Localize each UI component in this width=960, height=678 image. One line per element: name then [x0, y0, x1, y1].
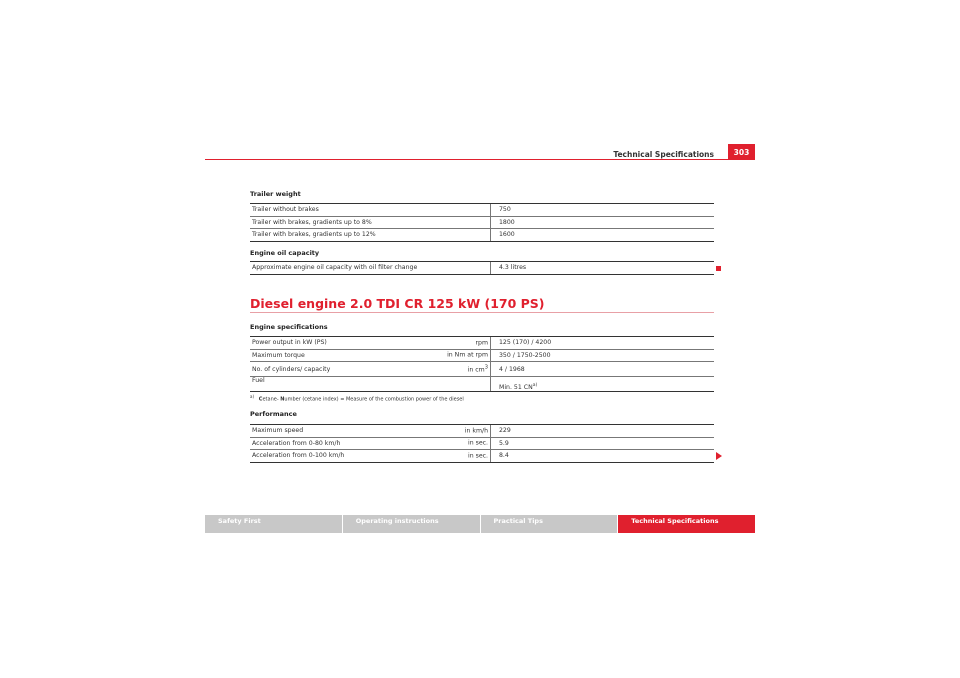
row-unit: in km/h	[464, 427, 488, 435]
page-number: 303	[728, 144, 755, 160]
table-row	[250, 437, 714, 450]
unit-text: in cm	[467, 366, 485, 374]
row-label	[250, 425, 491, 438]
engine-specs-heading: Engine specifications	[250, 323, 328, 331]
row-value: 8.4	[491, 450, 715, 463]
header-divider	[205, 159, 755, 160]
performance-heading: Performance	[250, 410, 297, 418]
row-label: Trailer without brakes	[250, 204, 491, 217]
footer-tab-technical-specifications[interactable]: Technical Specifications	[618, 515, 755, 533]
table-row	[250, 362, 714, 377]
row-label	[250, 437, 491, 450]
engine-specs-table	[250, 336, 714, 392]
section-title-rule	[250, 312, 714, 313]
row-label	[250, 349, 491, 362]
footnote	[250, 394, 464, 403]
row-value: 5.9	[491, 437, 715, 450]
row-label-text: Maximum torque	[252, 351, 305, 359]
row-label-text: Acceleration from 0-100 km/h	[252, 452, 345, 460]
table-row	[250, 229, 714, 242]
row-label: Fuel	[250, 377, 491, 392]
row-unit: in sec.	[467, 439, 488, 447]
engine-oil-table	[250, 261, 714, 275]
row-value-text: Min. 51 CN	[499, 384, 533, 391]
row-value: 125 (170) / 4200	[491, 337, 715, 350]
footnote-c: C	[258, 396, 263, 403]
row-unit: in sec.	[467, 452, 488, 460]
continue-arrow-icon	[716, 452, 722, 460]
table-row	[250, 349, 714, 362]
trailer-weight-table	[250, 203, 714, 242]
row-value: 229	[491, 425, 715, 438]
row-label: Approximate engine oil capacity with oil filter change	[250, 262, 491, 275]
row-value: 1600	[491, 229, 715, 242]
engine-oil-heading: Engine oil capacity	[250, 249, 320, 257]
section-title: Diesel engine 2.0 TDI CR 125 kW (170 PS)	[250, 296, 545, 311]
row-unit: in Nm at rpm	[447, 351, 488, 359]
footer-tab-practical-tips[interactable]: Practical Tips	[481, 515, 618, 533]
section-end-marker	[716, 266, 721, 271]
table-row	[250, 450, 714, 463]
row-value: 1800	[491, 216, 715, 229]
row-label-text: Acceleration from 0-80 km/h	[252, 439, 341, 447]
unit-superscript: 3	[484, 364, 488, 371]
row-label-text: No. of cylinders/ capacity	[252, 365, 331, 373]
footnote-ref: a)	[532, 382, 538, 388]
row-label	[250, 362, 491, 377]
footer-nav	[205, 515, 755, 533]
footnote-mid: etane-	[262, 396, 281, 403]
table-row	[250, 204, 714, 217]
row-label-text: Power output in kW (PS)	[252, 339, 327, 347]
footnote-text: umber (cetane index) = Measure of the combustion power of the diesel	[284, 396, 464, 403]
page-header-title: Technical Specifications	[613, 150, 714, 159]
footer-tab-operating-instructions[interactable]: Operating instructions	[343, 515, 480, 533]
row-value: 4.3 litres	[491, 262, 715, 275]
table-row	[250, 377, 714, 392]
row-label: Trailer with brakes, gradients up to 8%	[250, 216, 491, 229]
row-value: 4 / 1968	[491, 362, 715, 377]
performance-table	[250, 424, 714, 463]
row-value: 350 / 1750-2500	[491, 349, 715, 362]
row-unit	[468, 364, 488, 373]
row-label-text: Maximum speed	[252, 427, 304, 435]
table-row	[250, 337, 714, 350]
row-value	[491, 377, 715, 392]
trailer-weight-heading: Trailer weight	[250, 190, 301, 198]
row-label: Trailer with brakes, gradients up to 12%	[250, 229, 491, 242]
row-value: 750	[491, 204, 715, 217]
table-row	[250, 262, 714, 275]
footnote-marker: a)	[250, 394, 255, 399]
table-row	[250, 216, 714, 229]
table-row	[250, 425, 714, 438]
footnote-n: N	[280, 396, 285, 403]
row-label	[250, 450, 491, 463]
footer-tab-safety-first[interactable]: Safety First	[205, 515, 342, 533]
row-unit: rpm	[475, 339, 488, 347]
row-label	[250, 337, 491, 350]
